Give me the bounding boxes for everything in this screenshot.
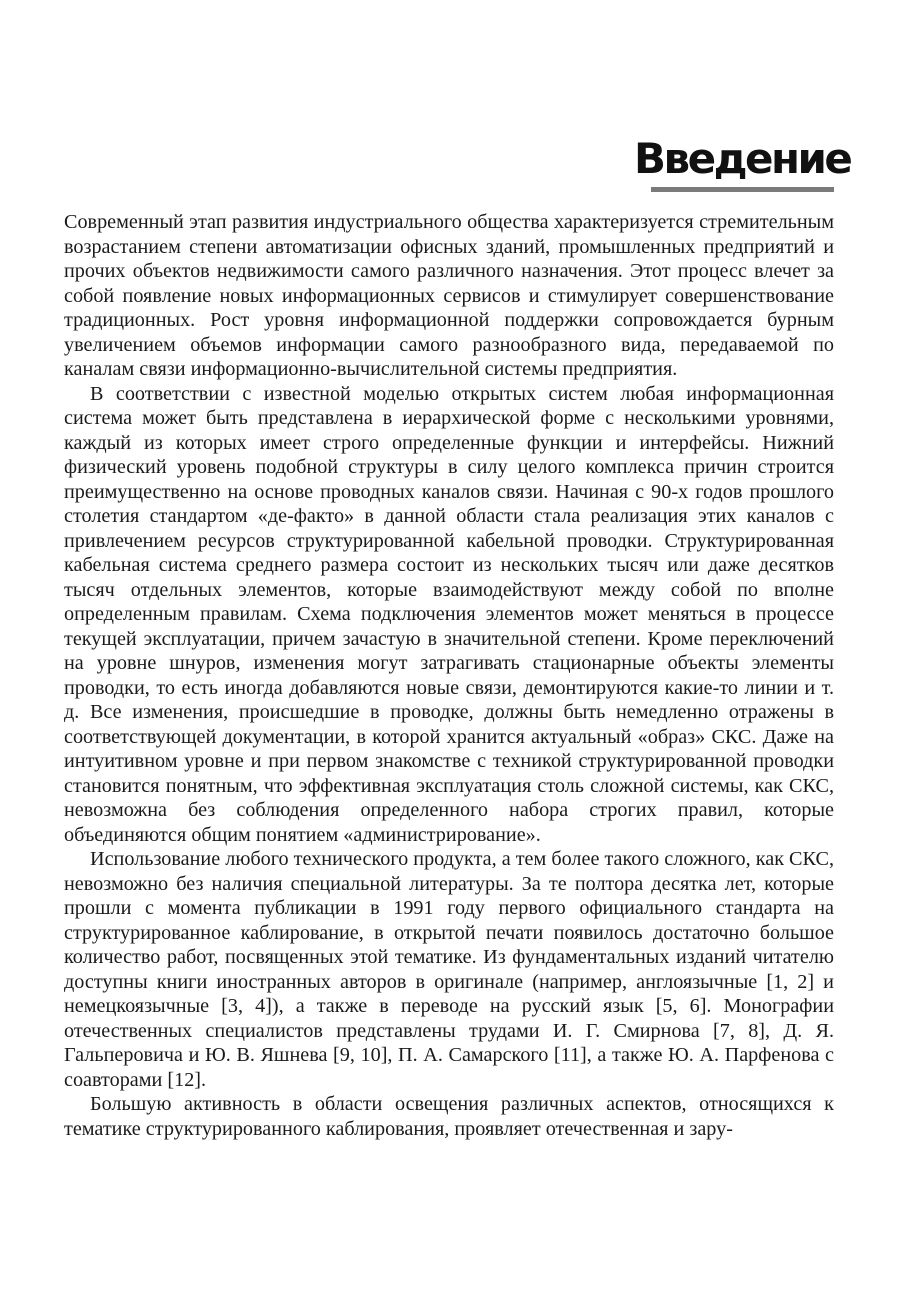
paragraph-2: В соответствии с известной моделью открытых систем любая информационная система может быть представлена в иерархической форме с несколькими уровнями, каждый из которых имеет строго определенные функции и интерфейсы. Нижний физический уровень подобной структуры в силу целого комплекса причин строится преимущественно на основе проводных каналов связи. Начиная с 90-х годов прошлого столетия стандартом «де-факто» в данной области стала реализация этих каналов с привлечением ресурсов структурированной кабельной проводки. Структурированная кабельная система среднего размера состоит из нескольких тысяч или даже десятков тысяч отдельных элементов, которые взаимодействуют между собой по вполне определенным правилам. Схема подключения элементов может меняться в процессе текущей эксплуатации, причем зачастую в значительной степени. Кроме переключений на уровне шнуров, изменения могут затрагивать стационарные объекты элементы проводки, то есть иногда добавляются новые связи, демонтируются какие-то линии и т. д. Все изменения, происшедшие в проводке, должны быть немедленно отражены в соответствующей документации, в которой хранится актуальный «образ» СКС. Даже на интуитивном уровне и при первом знакомстве с техникой структурированной проводки становится понятным, что эффективная эксплуатация столь сложной системы, как СКС, невозможна без соблюдения определенного набора строгих правил, которые объединяются общим понятием «администрирование». (64, 382, 834, 846)
title-underline (651, 187, 834, 192)
chapter-title: Введение (634, 134, 851, 183)
paragraph-3: Использование любого технического продукта, а тем более такого сложного, как СКС, невозможно без наличия специальной литературы. За те полтора десятка лет, которые прошли с момента публикации в 1991 году первого официального стандарта на структурированное каблирование, в открытой печати появилось достаточно большое количество работ, посвященных этой тематике. Из фундаментальных изданий читателю доступны книги иностранных авторов в оригинале (например, англоязычные [1, 2] и немецкоязычные [3, 4]), а также в переводе на русский язык [5, 6]. Монографии отечественных специалистов представлены трудами И. Г. Смирнова [7, 8], Д. Я. Гальперовича и Ю. В. Яшнева [9, 10], П. А. Самарского [11], а также Ю. А. Парфенова с соавторами [12]. (64, 848, 834, 1091)
chapter-heading-block (634, 134, 851, 183)
chapter-body (64, 210, 834, 1141)
paragraph-4: Большую активность в области освещения различных аспектов, относящихся к тематике структурированного каблирования, проявляет отечественная и зару- (64, 1093, 834, 1140)
paragraph-1: Современный этап развития индустриального общества характеризуется стремительным возрастанием степени автоматизации офисных зданий, промышленных предприятий и прочих объектов недвижимости самого различного назначения. Этот процесс влечет за собой появление новых информационных сервисов и стимулирует совершенствование традиционных. Рост уровня информационной поддержки сопровождается бурным увеличением объемов информации самого разнообразного вида, передаваемой по каналам связи информационно-вычислительной системы предприятия. (64, 211, 834, 380)
